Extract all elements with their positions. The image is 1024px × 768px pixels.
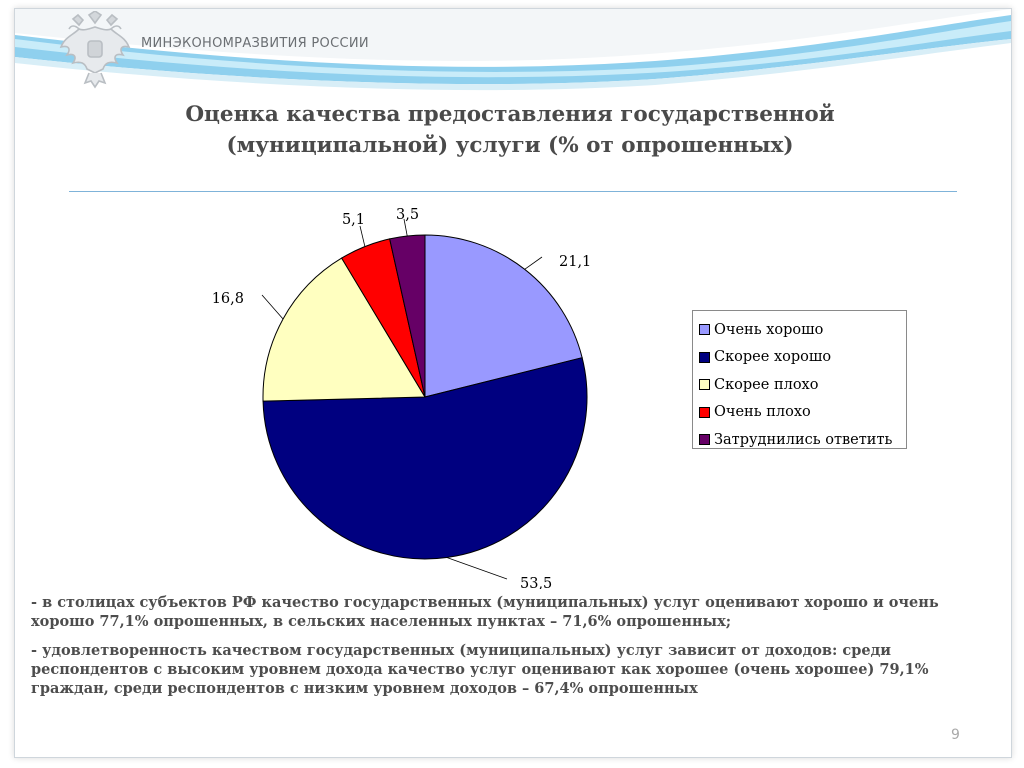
- chart-legend: [692, 310, 907, 449]
- leader-line: [525, 257, 542, 269]
- legend-label: Скорее хорошо: [714, 349, 832, 366]
- legend-swatch: [699, 352, 710, 363]
- pie-chart: [15, 9, 1011, 589]
- legend-swatch: [699, 407, 710, 418]
- data-label: 53,5: [520, 576, 553, 589]
- legend-swatch: [699, 379, 710, 390]
- note-income: - удовлетворенность качеством государственных (муниципальных) услуг зависит от доходов: среди респондентов с высоким уровнем дохода качество услуг оценивают как хорошее (очень хорошее) 79,1% граждан, среди респондентов с низким уровнем доходов – 67,4% опрошенных: [31, 642, 929, 697]
- legend-swatch: [699, 324, 710, 335]
- data-label: 5,1: [341, 212, 365, 228]
- legend-item: [699, 344, 906, 372]
- legend-label: Очень плохо: [714, 404, 811, 421]
- data-label: 16,8: [211, 291, 244, 307]
- leader-line: [262, 295, 283, 319]
- notes: [31, 593, 981, 708]
- data-label: 21,1: [559, 254, 592, 270]
- legend-swatch: [699, 434, 710, 445]
- data-label: 3,5: [396, 207, 420, 223]
- leader-line: [447, 558, 507, 579]
- legend-label: Очень хорошо: [714, 321, 824, 338]
- legend-label: Скорее плохо: [714, 376, 819, 393]
- slide: [14, 8, 1012, 758]
- page-number: 9: [951, 727, 960, 743]
- leader-line: [360, 226, 365, 247]
- legend-item: [699, 371, 906, 399]
- legend-label: Затруднились ответить: [714, 431, 893, 448]
- legend-item: [699, 316, 906, 344]
- legend-item: [699, 426, 906, 454]
- legend-item: [699, 399, 906, 427]
- slide-title: Оценка качества предоставления государственной (муниципальной) услуги (% от опрошенных): [185, 102, 835, 158]
- ministry-name: МИНЭКОНОМРАЗВИТИЯ РОССИИ: [141, 36, 369, 51]
- note-capitals: - в столицах субъектов РФ качество государственных (муниципальных) услуг оценивают хорошо и очень хорошо 77,1% опрошенных, в сельских населенных пунктах – 71,6% опрошенных;: [31, 594, 939, 630]
